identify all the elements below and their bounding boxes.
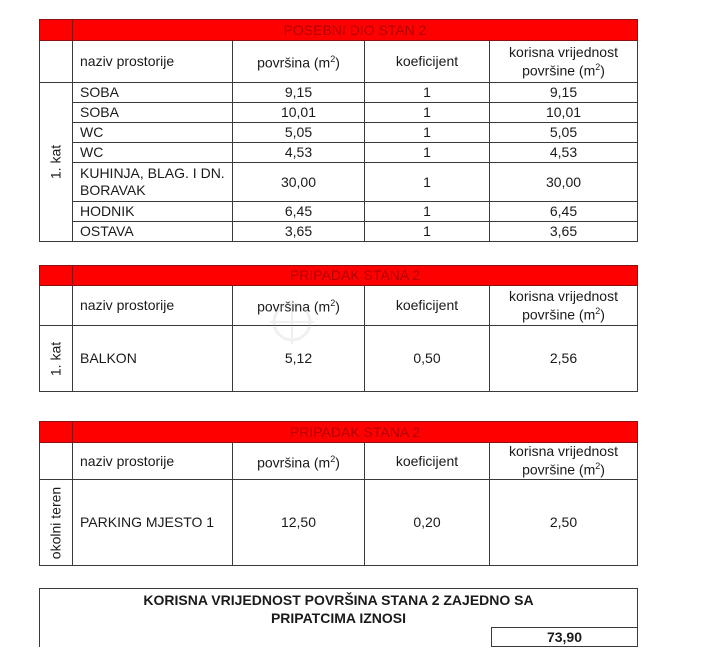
cell-room-name: SOBA bbox=[73, 103, 233, 123]
column-header-useful bbox=[490, 286, 638, 326]
cell-coefficient: 1 bbox=[365, 222, 490, 242]
column-header-area-end: ) bbox=[335, 454, 340, 471]
column-header-useful-end: ) bbox=[600, 461, 605, 478]
cell-useful-area: 5,05 bbox=[490, 123, 638, 143]
side-label-cell bbox=[40, 83, 73, 242]
cell-room-name: OSTAVA bbox=[73, 222, 233, 242]
cell-room-name: KUHINJA, BLAG. I DN. BORAVAK bbox=[73, 163, 233, 202]
table-title-row bbox=[40, 20, 638, 41]
column-header-row bbox=[40, 286, 638, 326]
cell-room-name: SOBA bbox=[73, 83, 233, 103]
column-header-row bbox=[40, 443, 638, 480]
cell-room-name: HODNIK bbox=[73, 202, 233, 222]
column-header-blank bbox=[40, 41, 73, 83]
column-header-name: naziv prostorije bbox=[73, 443, 233, 480]
column-header-useful-l2 bbox=[490, 60, 637, 79]
cell-useful-area: 6,45 bbox=[490, 202, 638, 222]
cell-area: 6,45 bbox=[233, 202, 365, 222]
cell-area: 5,12 bbox=[233, 326, 365, 392]
column-header-useful bbox=[490, 41, 638, 83]
cell-room-name: PARKING MJESTO 1 bbox=[73, 480, 233, 566]
column-header-name: naziv prostorije bbox=[73, 286, 233, 326]
side-label-cell bbox=[40, 326, 73, 392]
table-title: POSEBNI DIO STAN 2 bbox=[73, 20, 638, 41]
total-value: 73,90 bbox=[492, 628, 638, 647]
cell-coefficient: 1 bbox=[365, 123, 490, 143]
column-header-name: naziv prostorije bbox=[73, 41, 233, 83]
cell-useful-area: 2,50 bbox=[490, 480, 638, 566]
table-title-blank bbox=[40, 422, 73, 443]
column-header-useful bbox=[490, 443, 638, 480]
column-header-useful-sup: 2 bbox=[595, 461, 601, 472]
table-title-blank bbox=[40, 266, 73, 286]
column-header-useful-l1: korisna vrijednost bbox=[509, 287, 618, 304]
column-header-area-text: površina (m bbox=[257, 298, 331, 315]
cell-useful-area: 4,53 bbox=[490, 143, 638, 163]
total-title-row bbox=[40, 589, 638, 628]
cell-useful-area: 10,01 bbox=[490, 103, 638, 123]
column-header-blank bbox=[40, 443, 73, 480]
column-header-useful-end: ) bbox=[600, 62, 605, 79]
column-header-useful-l2-text: površine (m bbox=[522, 62, 596, 79]
cell-useful-area: 3,65 bbox=[490, 222, 638, 242]
column-header-useful-l2 bbox=[490, 304, 637, 323]
cell-coefficient: 0,20 bbox=[365, 480, 490, 566]
side-label: 1. kat bbox=[47, 144, 64, 180]
column-header-useful-l2-text: površine (m bbox=[522, 306, 596, 323]
total-value-row bbox=[40, 628, 638, 647]
cell-coefficient: 1 bbox=[365, 103, 490, 123]
cell-coefficient: 0,50 bbox=[365, 326, 490, 392]
cell-room-name: BALKON bbox=[73, 326, 233, 392]
cell-coefficient: 1 bbox=[365, 202, 490, 222]
table-row bbox=[40, 163, 638, 202]
cell-useful-area: 2,56 bbox=[490, 326, 638, 392]
column-header-coef: koeficijent bbox=[365, 286, 490, 326]
cell-area: 4,53 bbox=[233, 143, 365, 163]
table-row bbox=[40, 103, 638, 123]
column-header-area-text: površina (m bbox=[257, 454, 331, 471]
table-row bbox=[40, 83, 638, 103]
cell-area: 10,01 bbox=[233, 103, 365, 123]
column-header-useful-l2 bbox=[490, 459, 637, 478]
column-header-area-sup: 2 bbox=[330, 54, 336, 65]
cell-area: 9,15 bbox=[233, 83, 365, 103]
table-row bbox=[40, 326, 638, 392]
cell-room-name: WC bbox=[73, 123, 233, 143]
cell-coefficient: 1 bbox=[365, 163, 490, 202]
column-header-area-sup: 2 bbox=[330, 453, 336, 464]
table-title-blank bbox=[40, 20, 73, 41]
total-summary bbox=[39, 588, 638, 647]
cell-room-name: WC bbox=[73, 143, 233, 163]
table-row bbox=[40, 480, 638, 566]
cell-useful-area: 9,15 bbox=[490, 83, 638, 103]
column-header-row bbox=[40, 41, 638, 83]
column-header-useful-l1: korisna vrijednost bbox=[509, 43, 618, 60]
cell-area: 5,05 bbox=[233, 123, 365, 143]
table-title: PRIPADAK STANA 2 bbox=[73, 422, 638, 443]
table-row bbox=[40, 123, 638, 143]
table-row bbox=[40, 202, 638, 222]
table-title-row bbox=[40, 422, 638, 443]
table-title-row bbox=[40, 266, 638, 286]
table-row bbox=[40, 222, 638, 242]
watermark-logo-icon bbox=[262, 292, 322, 352]
column-header-useful-l2-text: površine (m bbox=[522, 461, 596, 478]
total-value-blank bbox=[40, 628, 492, 647]
cell-useful-area: 30,00 bbox=[490, 163, 638, 202]
cell-area: 30,00 bbox=[233, 163, 365, 202]
cell-area: 12,50 bbox=[233, 480, 365, 566]
table-row bbox=[40, 143, 638, 163]
side-label: okolni teren bbox=[47, 486, 64, 559]
cell-coefficient: 1 bbox=[365, 83, 490, 103]
side-label-cell bbox=[40, 480, 73, 566]
column-header-coef: koeficijent bbox=[365, 41, 490, 83]
column-header-area-sup: 2 bbox=[330, 298, 336, 309]
column-header-coef: koeficijent bbox=[365, 443, 490, 480]
column-header-useful-end: ) bbox=[600, 306, 605, 323]
side-label: 1. kat bbox=[47, 341, 64, 376]
column-header-area-end: ) bbox=[335, 54, 340, 71]
column-header-area-text: površina (m bbox=[257, 54, 331, 71]
cell-coefficient: 1 bbox=[365, 143, 490, 163]
table-title: PRIPADAK STANA 2 bbox=[73, 266, 638, 286]
column-header-area bbox=[233, 41, 365, 83]
cell-area: 3,65 bbox=[233, 222, 365, 242]
column-header-blank bbox=[40, 286, 73, 326]
total-label: KORISNA VRIJEDNOST POVRŠINA STANA 2 ZAJEDNO SA PRIPATCIMA IZNOSI bbox=[40, 589, 638, 628]
column-header-useful-l1: korisna vrijednost bbox=[509, 443, 618, 460]
table-pripadak-parking bbox=[39, 421, 638, 566]
column-header-area-end: ) bbox=[335, 298, 340, 315]
column-header-useful-sup: 2 bbox=[595, 61, 601, 72]
table-posebni-dio bbox=[39, 19, 638, 242]
column-header-useful-sup: 2 bbox=[595, 305, 601, 316]
column-header-area bbox=[233, 443, 365, 480]
table-pripadak-balkon bbox=[39, 265, 638, 392]
